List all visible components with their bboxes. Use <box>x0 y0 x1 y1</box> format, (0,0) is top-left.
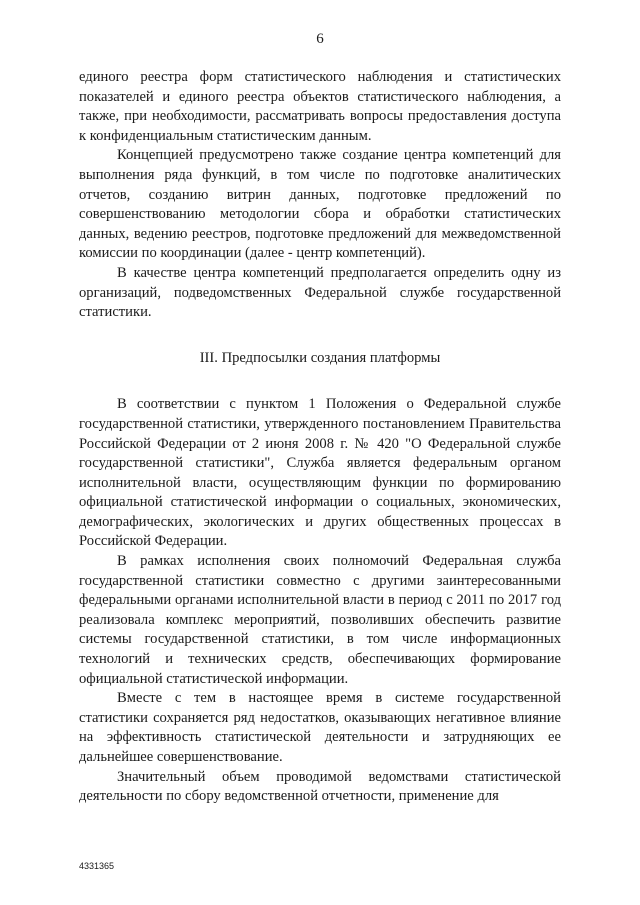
body-paragraph: Вместе с тем в настоящее время в системе государственной статистики сохраняется ряд недостатков, оказывающих негативное влияние на эффективность статистической деятельности и затрудняющих ее дальнейшее совершенствование. <box>79 690 561 765</box>
body-paragraph: В соответствии с пунктом 1 Положения о Федеральной службе государственной статистики, утвержденного постановлением Правительства Российской Федерации от 2 июня 2008 г. № 420 "О Федеральной службе государственной статистики", Служба является федеральным органом исполнительной власти, осуществляющим функции по формированию официальной статистической информации о социальных, экономических, демографических, экологических и других общественных процессах в Российской Федерации. <box>79 396 561 550</box>
document-body <box>79 68 561 807</box>
body-paragraph: В рамках исполнения своих полномочий Федеральная служба государственной статистики совместно с другими заинтересованными федеральными органами исполнительной власти в период с 2011 по 2017 год реализовала комплекс мероприятий, позволивших обеспечить развитие системы государственной статистики, в том числе информационных технологий и технических средств, обеспечивающих формирование официальной статистической информации. <box>79 553 561 687</box>
footer-document-code: 4331365 <box>79 861 115 871</box>
body-paragraph: В качестве центра компетенций предполагается определить одну из организаций, подведомственных Федеральной службе государственной статистики. <box>79 264 561 321</box>
body-paragraph: Значительный объем проводимой ведомствами статистической деятельности по сбору ведомственной отчетности, применение для <box>79 768 561 805</box>
body-paragraph: единого реестра форм статистического наблюдения и статистических показателей и единого реестра объектов статистического наблюдения, а также, при необходимости, рассматривать вопросы предоставления доступа к конфиденциальным статистическим данным. <box>79 69 561 144</box>
paragraphs-after-heading <box>79 395 561 806</box>
body-paragraph: Концепцией предусмотрено также создание центра компетенций для выполнения ряда функций, в том числе по подготовке аналитических отчетов, созданию витрин данных, подготовке предложений по совершенствованию методологии сбора и обработки статистических данных, ведению реестров, подготовке предложений для межведомственной комиссии по координации (далее - центр компетенций). <box>79 147 561 262</box>
page-number: 6 <box>316 31 324 47</box>
section-heading: III. Предпосылки создания платформы <box>199 349 441 366</box>
paragraphs-before-heading <box>79 68 561 323</box>
